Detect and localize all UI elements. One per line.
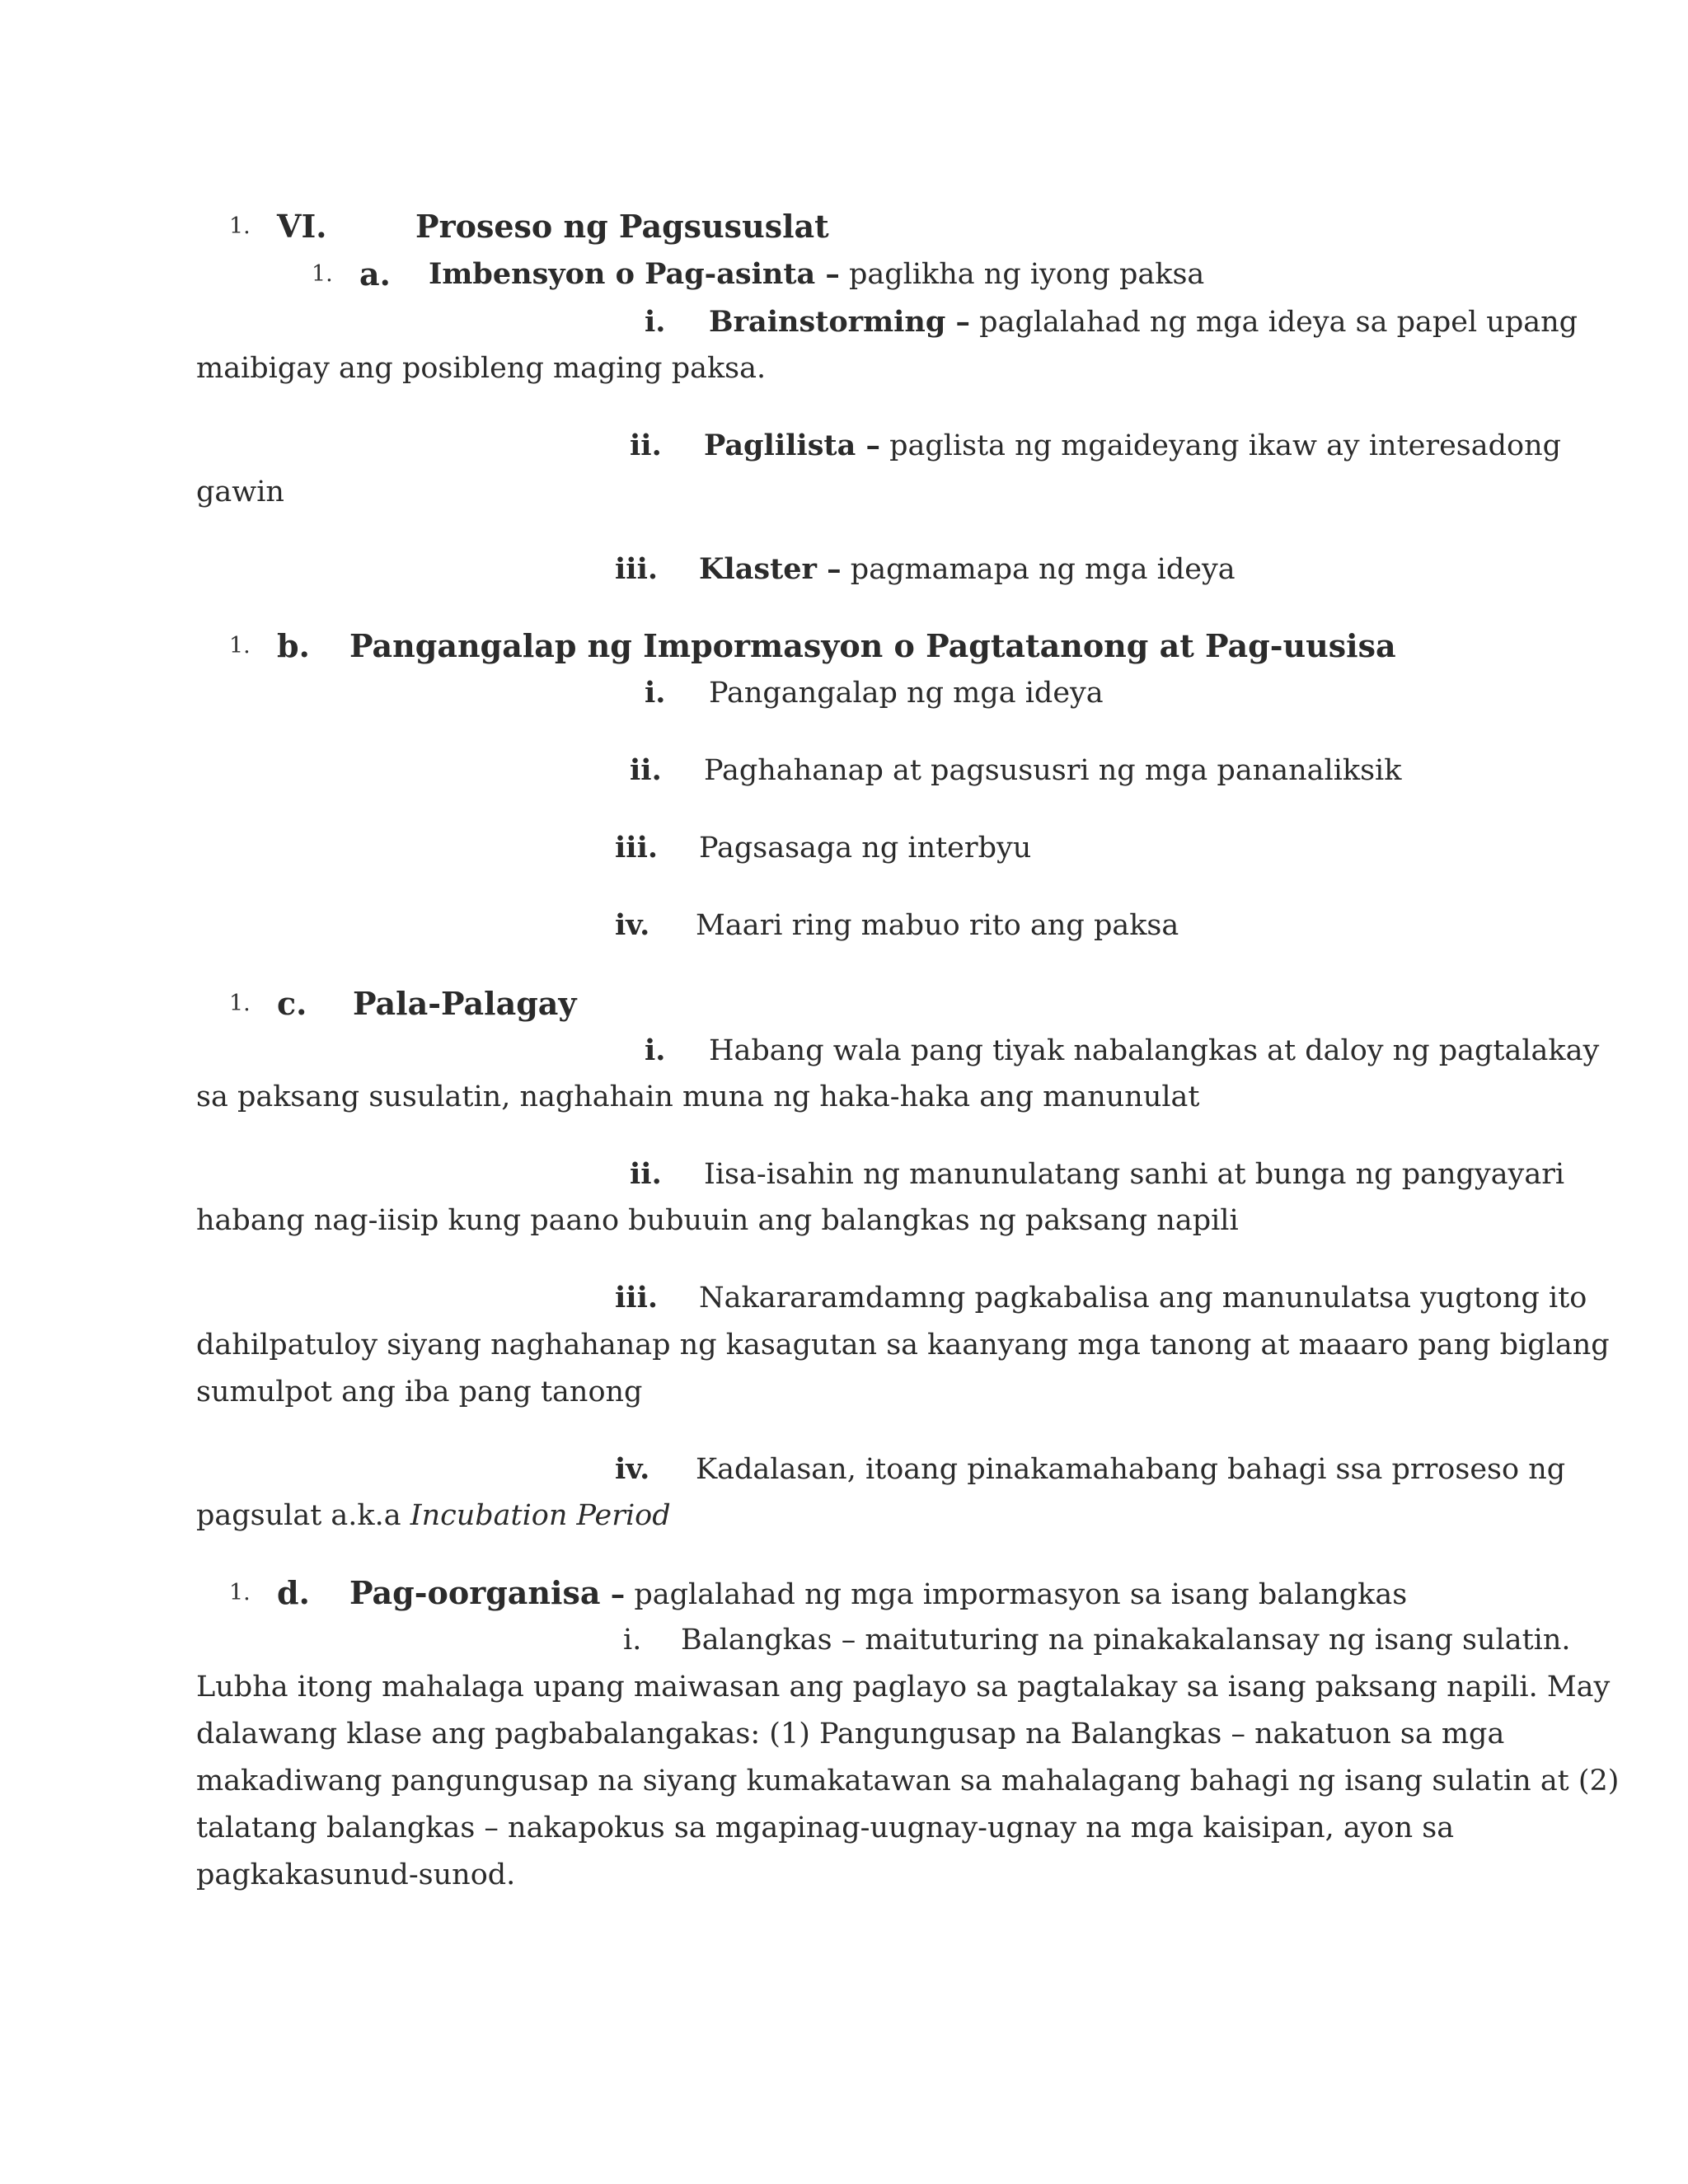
item-text: Habang wala pang tiyak nabalangkas at daloy ng pagtalakay xyxy=(709,1034,1600,1067)
item-continuation: talatang balangkas – nakapokus sa mgapinag-uugnay-ugnay na mga kaisipan, ayon sa xyxy=(196,1811,1455,1844)
item-continuation xyxy=(196,1492,671,1540)
item-marker: ii. xyxy=(630,753,662,787)
subsection-marker: b. xyxy=(277,627,310,664)
subsection-title: Imbensyon o Pag-asinta xyxy=(429,257,816,291)
subsection-title: Pag-oorganisa xyxy=(349,1574,601,1611)
subsection-heading xyxy=(429,251,1204,298)
item-text: Paghahanap at pagsususri ng mga pananaliksik xyxy=(704,754,1402,787)
item-continuation: habang nag-iisip kung paano bubuuin ang balangkas ng paksang napili xyxy=(196,1204,1239,1237)
section-title: Proseso ng Pagsususlat xyxy=(415,208,829,245)
item-title: Brainstorming xyxy=(709,305,946,339)
subsection-title: Pangangalap ng Impormasyon o Pagtatanong at Pag-uusisa xyxy=(349,627,1396,664)
dash: – xyxy=(600,1577,626,1611)
item-marker: i. xyxy=(645,305,666,339)
item-title: Klaster xyxy=(699,552,817,586)
list-number: 1. xyxy=(229,991,251,1016)
list-number: 1. xyxy=(229,633,251,658)
item-marker: i. xyxy=(645,1033,666,1067)
item-continuation: dahilpatuloy siyang naghahanap ng kasagutan sa kaanyang mga tanong at maaaro pang biglang xyxy=(196,1329,1610,1361)
continuation-plain: pagsulat a.k.a xyxy=(196,1499,410,1532)
item-continuation: makadiwang pangungusap na siyang kumakatawan sa mahalagang bahagi ng isang sulatin at (2) xyxy=(196,1765,1620,1797)
subsection-title: Pala-Palagay xyxy=(353,985,577,1022)
list-number: 1. xyxy=(312,261,333,287)
item-continuation: Lubha itong mahalaga upang maiwasan ang paglayo sa pagtalakay sa isang paksang napili. May xyxy=(196,1671,1611,1704)
subsection-marker: a. xyxy=(359,255,391,293)
section-marker: VI. xyxy=(277,208,327,245)
dash: – xyxy=(856,429,880,462)
subsection-marker: c. xyxy=(277,985,307,1022)
item-text: Balangkas – maituturing na pinakakalansay ng isang sulatin. xyxy=(681,1624,1571,1657)
item-text xyxy=(704,422,1561,470)
item-continuation: dalawang klase ang pagbabalangakas: (1) Pangungusap na Balangkas – nakatuon sa mga xyxy=(196,1718,1505,1750)
item-text: Pangangalap ng mga ideya xyxy=(709,677,1104,710)
item-continuation: sa paksang susulatin, naghahain muna ng haka-haka ang manunulat xyxy=(196,1080,1200,1113)
subsection-heading xyxy=(349,1569,1407,1619)
item-text: Iisa-isahin ng manunulatang sanhi at bunga ng pangyayari xyxy=(704,1158,1565,1191)
item-text xyxy=(709,298,1578,346)
dash: – xyxy=(815,257,840,291)
item-text: Maari ring mabuo rito ang paksa xyxy=(696,909,1179,942)
item-text xyxy=(699,546,1236,593)
item-title: Paglilista xyxy=(704,429,856,462)
item-marker: ii. xyxy=(630,429,662,462)
list-number: 1. xyxy=(229,213,251,239)
item-marker: i. xyxy=(645,676,666,710)
dash: – xyxy=(945,305,971,339)
subsection-desc: paglalahad ng mga impormasyon sa isang balangkas xyxy=(625,1578,1408,1611)
item-text: Kadalasan, itoang pinakamahabang bahagi ssa prroseso ng xyxy=(696,1453,1566,1486)
item-continuation: gawin xyxy=(196,476,284,509)
item-continuation: maibigay ang posibleng maging paksa. xyxy=(196,352,767,385)
dash: – xyxy=(816,552,842,586)
item-desc: pagmamapa ng mga ideya xyxy=(841,553,1236,586)
incubation-period-term: Incubation Period xyxy=(410,1499,671,1532)
item-marker: iii. xyxy=(615,552,659,586)
item-marker: iii. xyxy=(615,1281,659,1315)
item-marker: iv. xyxy=(615,1452,650,1486)
item-desc: paglista ng mgaideyang ikaw ay interesadong xyxy=(879,429,1562,462)
item-text: Nakararamdamng pagkabalisa ang manunulatsa yugtong ito xyxy=(699,1282,1587,1315)
item-continuation: pagkakasunud-sunod. xyxy=(196,1858,516,1891)
item-marker: iv. xyxy=(615,908,650,942)
subsection-desc: paglikha ng iyong paksa xyxy=(839,258,1205,291)
item-continuation: sumulpot ang iba pang tanong xyxy=(196,1376,643,1408)
list-number: 1. xyxy=(229,1580,251,1605)
item-marker: iii. xyxy=(615,831,659,865)
item-marker: ii. xyxy=(630,1157,662,1191)
item-marker: i. xyxy=(623,1624,642,1657)
item-text: Pagsasaga ng interbyu xyxy=(699,832,1032,865)
item-desc: paglalahad ng mga ideya sa papel upang xyxy=(970,306,1578,339)
subsection-marker: d. xyxy=(277,1574,310,1611)
